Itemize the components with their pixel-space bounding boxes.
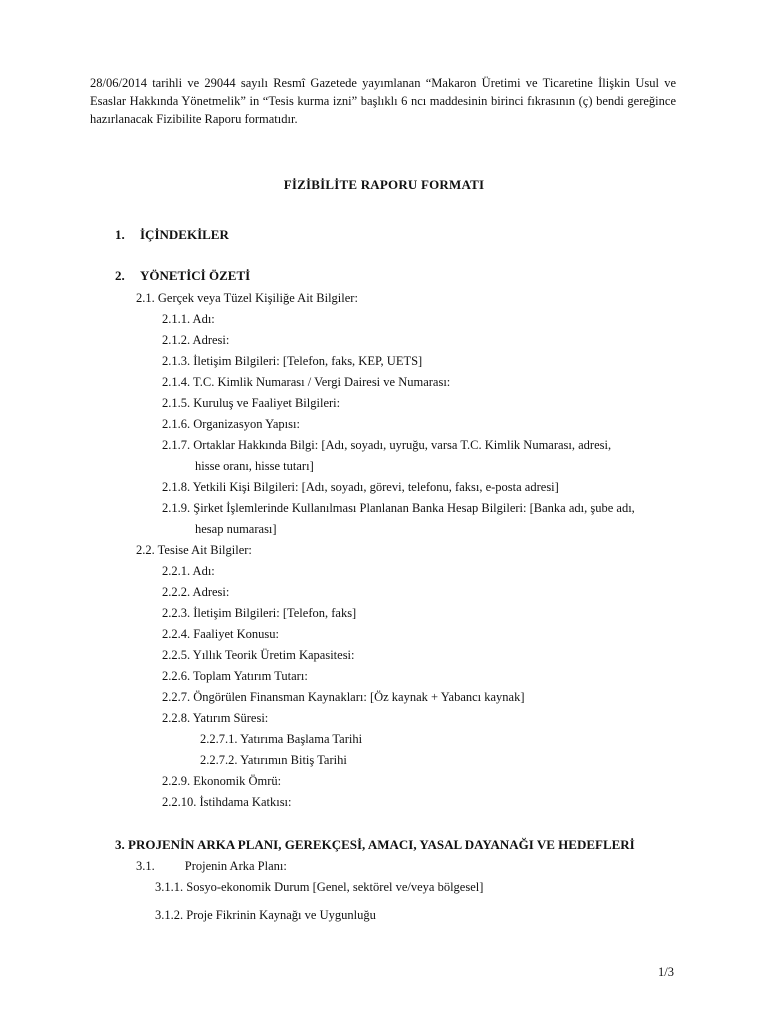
list-item: 2.1.3. İletişim Bilgileri: [Telefon, faks, KEP, UETS]: [162, 354, 423, 368]
list-item: 2.1.1. Adı:: [162, 312, 215, 326]
subsection-3-1: [136, 859, 287, 874]
list-item: 2.2.7. Öngörülen Finansman Kaynakları: [Öz kaynak + Yabancı kaynak]: [162, 690, 525, 704]
list-item: 2.2.10. İstihdama Katkısı:: [162, 795, 292, 809]
list-item: 2.1.8. Yetkili Kişi Bilgileri: [Adı, soyadı, görevi, telefonu, faksı, e-posta adresi]: [162, 480, 559, 494]
list-item: 2.1.9. Şirket İşlemlerinde Kullanılması Planlanan Banka Hesap Bilgileri: [Banka adı, şube adı,: [162, 501, 635, 515]
section-2-label: YÖNETİCİ ÖZETİ: [140, 268, 251, 283]
subsection-2-1: 2.1. Gerçek veya Tüzel Kişiliğe Ait Bilgiler:: [136, 291, 358, 305]
list-item: 2.1.4. T.C. Kimlik Numarası / Vergi Dairesi ve Numarası:: [162, 375, 451, 389]
list-item: 2.1.6. Organizasyon Yapısı:: [162, 417, 300, 431]
subsection-2-2: 2.2. Tesise Ait Bilgiler:: [136, 543, 252, 557]
subsection-3-1-label: Projenin Arka Planı:: [184, 859, 287, 873]
list-item: 2.1.2. Adresi:: [162, 333, 230, 347]
intro-paragraph: 28/06/2014 tarihli ve 29044 sayılı Resmî Gazetede yayımlanan “Makaron Üretimi ve Ticaretine İlişkin Usul ve Esaslar Hakkında Yönetmelik” in “Tesis kurma izni” başlıklı 6 ncı maddesinin birinci fıkrasının (ç) bendi gereğince hazırlanacak Fizibilite Raporu formatıdır.: [90, 76, 676, 126]
section-2-heading: [115, 268, 250, 284]
document-title: FİZİBİLİTE RAPORU FORMATI: [283, 177, 485, 192]
section-2-number: 2.: [115, 268, 125, 283]
list-item: 2.2.3. İletişim Bilgileri: [Telefon, faks]: [162, 606, 357, 620]
list-item-continuation: hesap numarası]: [195, 522, 277, 536]
list-item: 2.2.9. Ekonomik Ömrü:: [162, 774, 282, 788]
list-item: 3.1.1. Sosyo-ekonomik Durum [Genel, sektörel ve/veya bölgesel]: [155, 880, 484, 894]
list-item: 2.1.5. Kuruluş ve Faaliyet Bilgileri:: [162, 396, 341, 410]
list-item: 2.1.7. Ortaklar Hakkında Bilgi: [Adı, soyadı, uyruğu, varsa T.C. Kimlik Numarası, adresi,: [162, 438, 612, 452]
subsection-3-1-number: 3.1.: [136, 859, 155, 873]
section-1-number: 1.: [115, 227, 125, 242]
list-item: 2.2.4. Faaliyet Konusu:: [162, 627, 280, 641]
list-item: 2.2.5. Yıllık Teorik Üretim Kapasitesi:: [162, 648, 355, 662]
list-item: 2.2.2. Adresi:: [162, 585, 230, 599]
list-item: 2.2.7.2. Yatırımın Bitiş Tarihi: [200, 753, 347, 767]
list-item: 2.2.6. Toplam Yatırım Tutarı:: [162, 669, 308, 683]
section-1-label: İÇİNDEKİLER: [140, 227, 229, 242]
page-number: 1/3: [658, 965, 674, 979]
list-item: 3.1.2. Proje Fikrinin Kaynağı ve Uygunluğu: [155, 908, 376, 922]
section-1-heading: [115, 227, 229, 243]
list-item: 2.2.1. Adı:: [162, 564, 215, 578]
list-item: 2.2.8. Yatırım Süresi:: [162, 711, 269, 725]
section-3-heading: 3. PROJENİN ARKA PLANI, GEREKÇESİ, AMACI, YASAL DAYANAĞI VE HEDEFLERİ: [115, 837, 635, 852]
list-item: 2.2.7.1. Yatırıma Başlama Tarihi: [200, 732, 363, 746]
list-item-continuation: hisse oranı, hisse tutarı]: [195, 459, 314, 473]
